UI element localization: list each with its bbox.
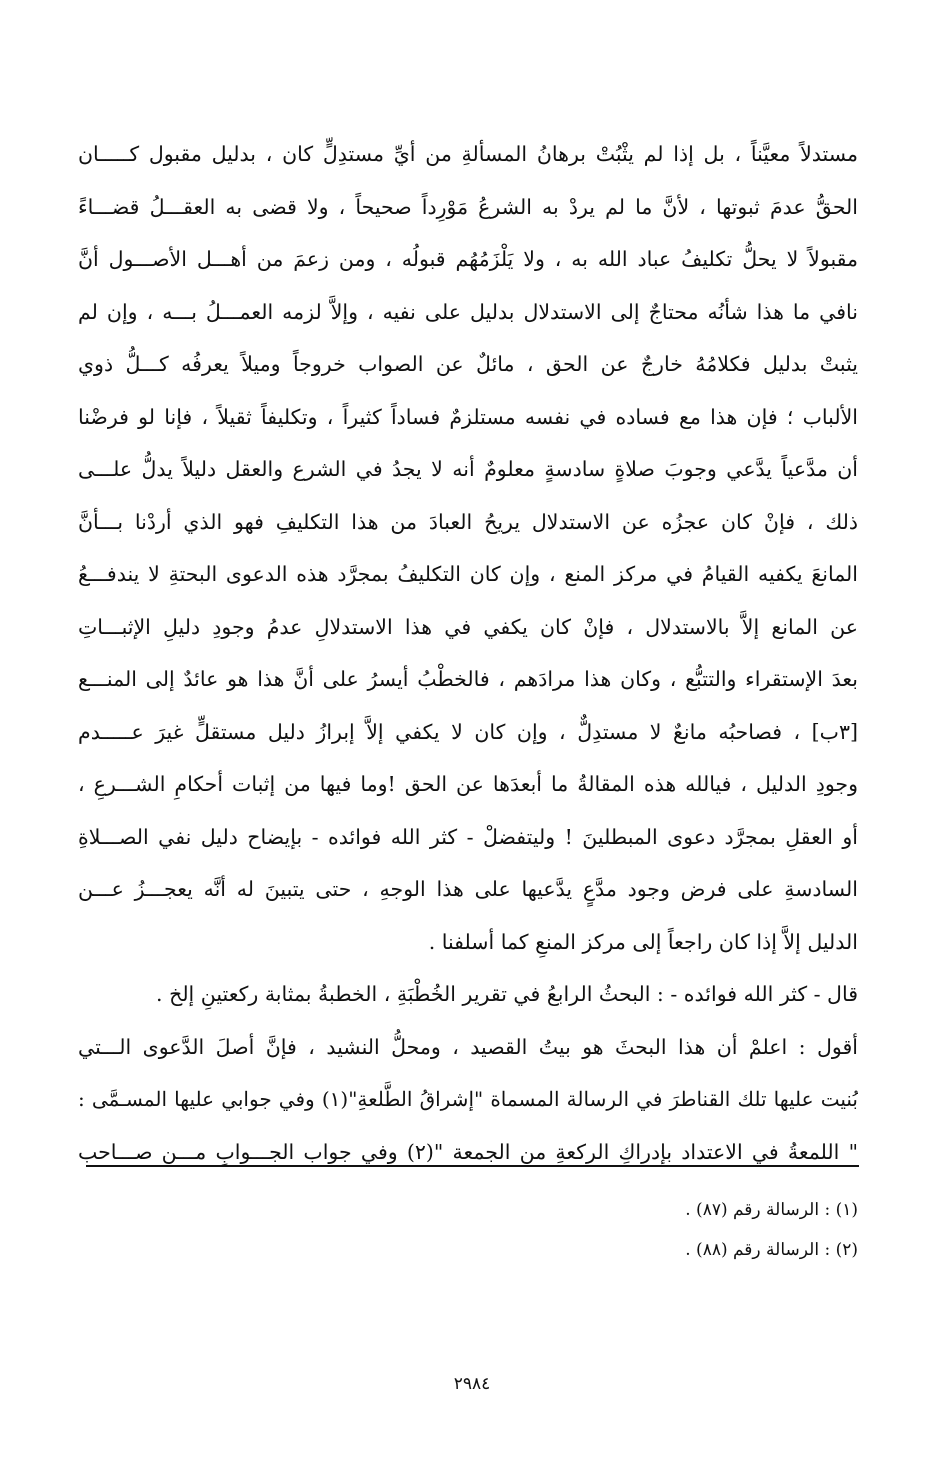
footnote-separator [86, 1165, 859, 1167]
text-line: الحقُّ عدمَ ثبوتها ، لأنَّ ما لم يردْ به الشرعُ مَوْرِداً صحيحاً ، ولا قضى به العقـــلُ قضـــاءً [78, 194, 858, 219]
text-line: [٣ب] ، فصاحبُه مانعٌ لا مستدِلٌّ ، وإن كان لا يكفي إلاَّ إبرازُ دليل مستقلٍّ غيرَ عـــــدم [78, 719, 858, 744]
footnotes [685, 1190, 858, 1270]
text-line: عن المانع إلاَّ بالاستدلال ، فإنْ كان يكفي في هذا الاستدلالِ عدمُ وجودِ دليلِ الإثبـــاتِ [78, 614, 858, 639]
text-line: المانعَ يكفيه القيامُ في مركز المنع ، وإن كان التكليفُ بمجرَّد هذه الدعوى البحتةِ لا يندفـــعُ [78, 562, 858, 586]
text-line: أقول : اعلمْ أن هذا البحثَ هو بيتُ القصيد ، ومحلُّ النشيد ، فإنَّ أصلَ الدَّعوى الـــتي [78, 1034, 858, 1059]
text-line: نافي ما هذا شأنُه محتاجٌ إلى الاستدلال بدليل على نفيه ، وإلاَّ لزمه العمـــلُ بـــه ، وإن لم [78, 299, 858, 324]
text-line: قال - كثر الله فوائده - : البحثُ الرابعُ في تقرير الخُطْبَةِ ، الخطبةُ بمثابة ركعتينِ إلخ . [156, 982, 858, 1006]
footnote: (٢) : الرسالة رقم (٨٨) . [685, 1240, 858, 1260]
text-line: وجودِ الدليل ، فيالله هذه المقالةُ ما أبعدَها عن الحق !وما فيها من إثبات أحكامِ الشـــرعِ ، [78, 772, 858, 796]
text-line: أن مدَّعياً يدَّعي وجوبَ صلاةٍ سادسةٍ معلومٌ أنه لا يجدُ في الشرع والعقل دليلاً يدلُّ علـــى [78, 457, 858, 481]
text-line: بُنيت عليها تلك القناطرَ في الرسالة المسماة "إشراقُ الطَّلعةِ"(١) وفي جوابي عليها المسـمَّى : [78, 1087, 858, 1111]
page-number: ٢٩٨٤ [453, 1374, 491, 1394]
text-line: أو العقلِ بمجرَّد دعوى المبطلينَ ! وليتفضلْ - كثر الله فوائده - بإيضاح دليل نفي الصـــلاةِ [78, 824, 858, 849]
text-line: السادسةِ على فرض وجود مدَّعٍ يدَّعيها على هذا الوجهِ ، حتى يتبينَ له أنَّه يعجـــزُ عـــن [78, 877, 858, 901]
text-line: مقبولاً لا يحلُّ تكليفُ عباد الله به ، ولا يَلْزَمُهُم قبولُه ، ومن زعمَ من أهـــل الأصـــول أنَّ [78, 247, 858, 271]
text-line: مستدلاً معيَّناً ، بل إذا لم يثْبُتْ برهانُ المسألةِ من أيِّ مستدِلٍّ كان ، بدليل مقبول كـــــان [78, 142, 858, 166]
main-text [78, 128, 858, 1178]
text-line: يثبتْ بدليل فكلامُهُ خارجٌ عن الحق ، مائلٌ عن الصواب خروجاً وميلاً يعرفُه كـــلُّ ذوي [78, 352, 858, 376]
footnote: (١) : الرسالة رقم (٨٧) . [685, 1200, 858, 1220]
text-line: " اللمعةُ في الاعتداد بإدراكِ الركعةِ من الجمعة "(٢) وفي جواب الجـــوابِ مـــن صـــاحب [78, 1139, 858, 1164]
text-line: ذلك ، فإنْ كان عجزُه عن الاستدلال يريحُ العبادَ من هذا التكليفِ فهو الذي أردْنا بـــأنَّ [78, 509, 858, 534]
text-line: الألباب ؛ فإن هذا مع فساده في نفسه مستلزمٌ فساداً كثيراً ، وتكليفاً ثقيلاً ، فإنا لو فرضْنا [78, 404, 858, 429]
text-line: بعدَ الإستقراء والتتبُّع ، وكان هذا مرادَهم ، فالخطْبُ أيسرُ على أنَّ هذا هو عائدٌ إلى المنـــع [78, 667, 858, 691]
text-line: الدليل إلاَّ إذا كان راجعاً إلى مركز المنعِ كما أسلفنا . [428, 929, 858, 954]
